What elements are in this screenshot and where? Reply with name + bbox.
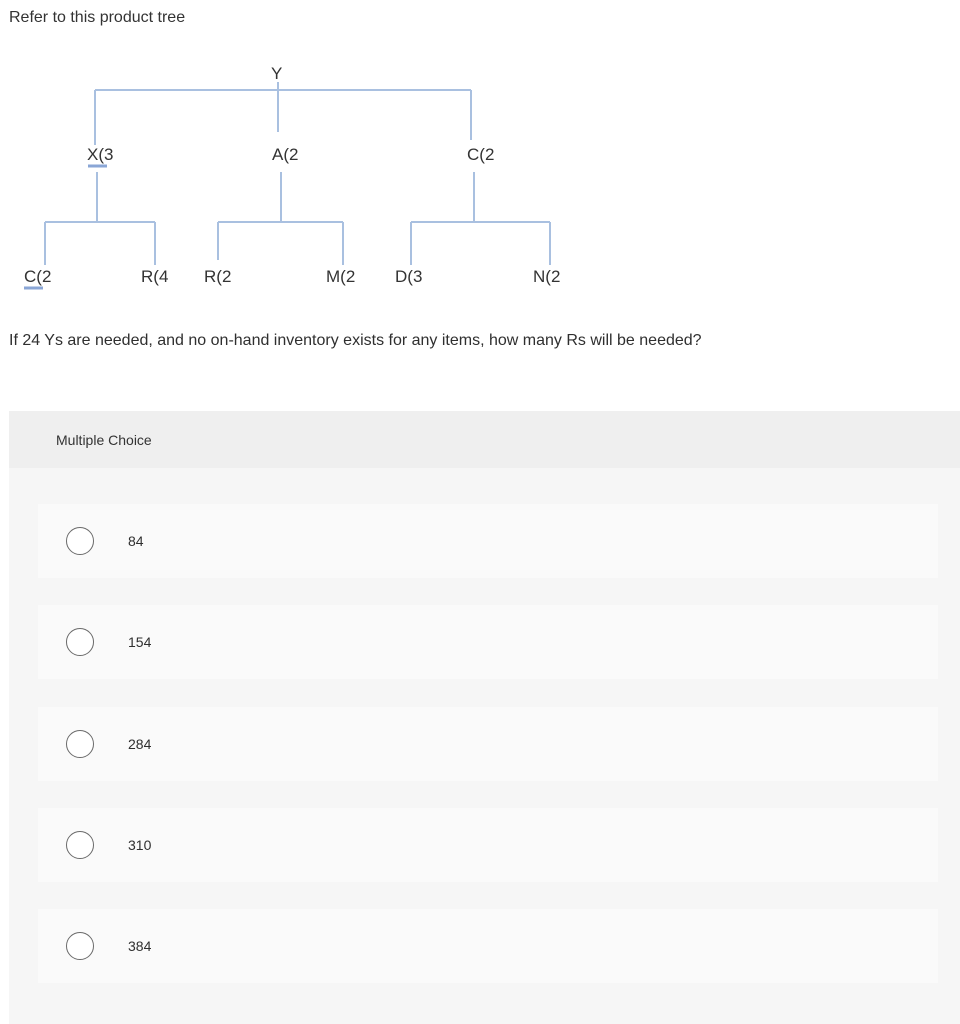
choice-label: 84 [128, 533, 144, 549]
tree-node-n: N(2 [533, 267, 561, 286]
multiple-choice-header [9, 411, 960, 468]
product-tree-lines [0, 60, 620, 300]
choice-option-5[interactable] [38, 909, 938, 983]
choice-option-2[interactable] [38, 605, 938, 679]
tree-node-r-under-a: R(2 [204, 267, 232, 286]
multiple-choice-panel [9, 411, 960, 1024]
choice-label: 154 [128, 634, 152, 650]
multiple-choice-label: Multiple Choice [56, 431, 152, 448]
tree-node-root: Y [271, 64, 283, 83]
choice-label: 384 [128, 938, 152, 954]
radio-button[interactable] [66, 730, 94, 758]
radio-button[interactable] [66, 831, 94, 859]
choice-option-1[interactable] [38, 504, 938, 578]
tree-node-x: X(3 [87, 145, 114, 164]
radio-button[interactable] [66, 628, 94, 656]
tree-node-d: D(3 [395, 267, 423, 286]
tree-node-a: A(2 [272, 145, 299, 164]
choice-option-4[interactable] [38, 808, 938, 882]
tree-node-r-under-x: R(4 [141, 267, 169, 286]
choice-option-3[interactable] [38, 707, 938, 781]
choice-label: 284 [128, 736, 152, 752]
radio-button[interactable] [66, 932, 94, 960]
intro-text: Refer to this product tree [9, 9, 186, 26]
tree-node-c-child: C(2 [24, 267, 52, 286]
product-tree [0, 60, 620, 300]
tree-node-m: M(2 [326, 267, 356, 286]
choice-label: 310 [128, 837, 152, 853]
tree-node-c: C(2 [467, 145, 495, 164]
question-text: If 24 Ys are needed, and no on-hand inventory exists for any items, how many Rs will be needed? [9, 332, 702, 349]
radio-button[interactable] [66, 527, 94, 555]
